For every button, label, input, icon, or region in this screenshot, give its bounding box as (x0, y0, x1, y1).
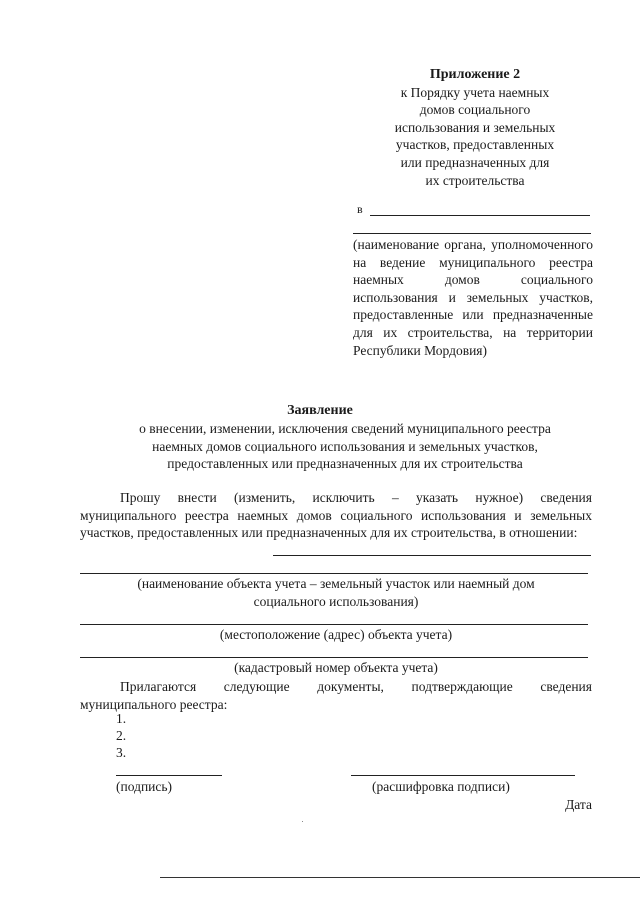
appendix-line: участков, предоставленных (395, 137, 555, 153)
object-caption-line: (наименование объекта учета – земельный участок или наемный дом (137, 576, 535, 591)
cadastral-caption: (кадастровый номер объекта учета) (234, 660, 438, 675)
signature-decoding-line[interactable] (351, 775, 575, 776)
signature-field-line[interactable] (116, 775, 222, 776)
object-name-line[interactable] (80, 573, 588, 574)
scan-bottom-line (160, 877, 640, 878)
document-item-3: 3. (116, 745, 127, 760)
appendix-line: использования и земельных (394, 119, 556, 135)
cadastral-field-line[interactable] (80, 657, 588, 658)
appendix-line: их строительства (425, 172, 525, 188)
document-item-1: 1. (116, 711, 127, 726)
subtitle-line: предоставленных или предназначенных для их строительства (167, 456, 523, 472)
signature-label: (подпись) (116, 779, 173, 794)
scan-speck (302, 821, 303, 822)
request-paragraph (80, 489, 592, 542)
subtitle-line: наемных домов социального использования и земельных участков, (152, 438, 538, 454)
request-object-line[interactable] (273, 555, 591, 556)
appendix-line: к Порядку учета наемных (400, 84, 550, 100)
appendix-line: домов социального (419, 102, 531, 118)
addressee-field-line[interactable] (370, 215, 590, 216)
appendix-title: Приложение 2 (429, 67, 521, 82)
addressee-field-line-2[interactable] (353, 233, 591, 234)
document-item-2: 2. (116, 728, 127, 743)
addressee-prefix: в (357, 202, 363, 216)
application-subtitle (80, 420, 610, 473)
appendix-header (350, 66, 600, 189)
date-label: Дата (565, 797, 592, 812)
location-caption: (местоположение (адрес) объекта учета) (219, 627, 453, 642)
location-field-line[interactable] (80, 624, 588, 625)
addressee-org-note: (наименование органа, уполномоченного на ведение муниципального реестра наемных домов социального использования и земельных участков, предоставленные или предназначенные для их строительства, на территории Республики Мордовия) (353, 237, 593, 358)
signature-decoding-label: (расшифровка подписи) (372, 779, 510, 794)
application-title: Заявление (287, 403, 353, 418)
object-caption-line: социального использования) (253, 593, 419, 609)
subtitle-line: о внесении, изменении, исключения сведений муниципального реестра (139, 421, 551, 436)
documents-intro: Прилагаются следующие документы, подтверждающие сведения муниципального реестра: (80, 679, 592, 712)
request-tail: строительства, в отношении: (410, 525, 578, 541)
object-caption (80, 575, 592, 610)
request-text: Прошу внести (изменить, исключить – указать нужное) сведения муниципального реестра наемных домов социального использования и земельных участков, предоставленных или предназначенных для их (80, 490, 592, 541)
appendix-line: или предназначенных для (400, 154, 550, 170)
